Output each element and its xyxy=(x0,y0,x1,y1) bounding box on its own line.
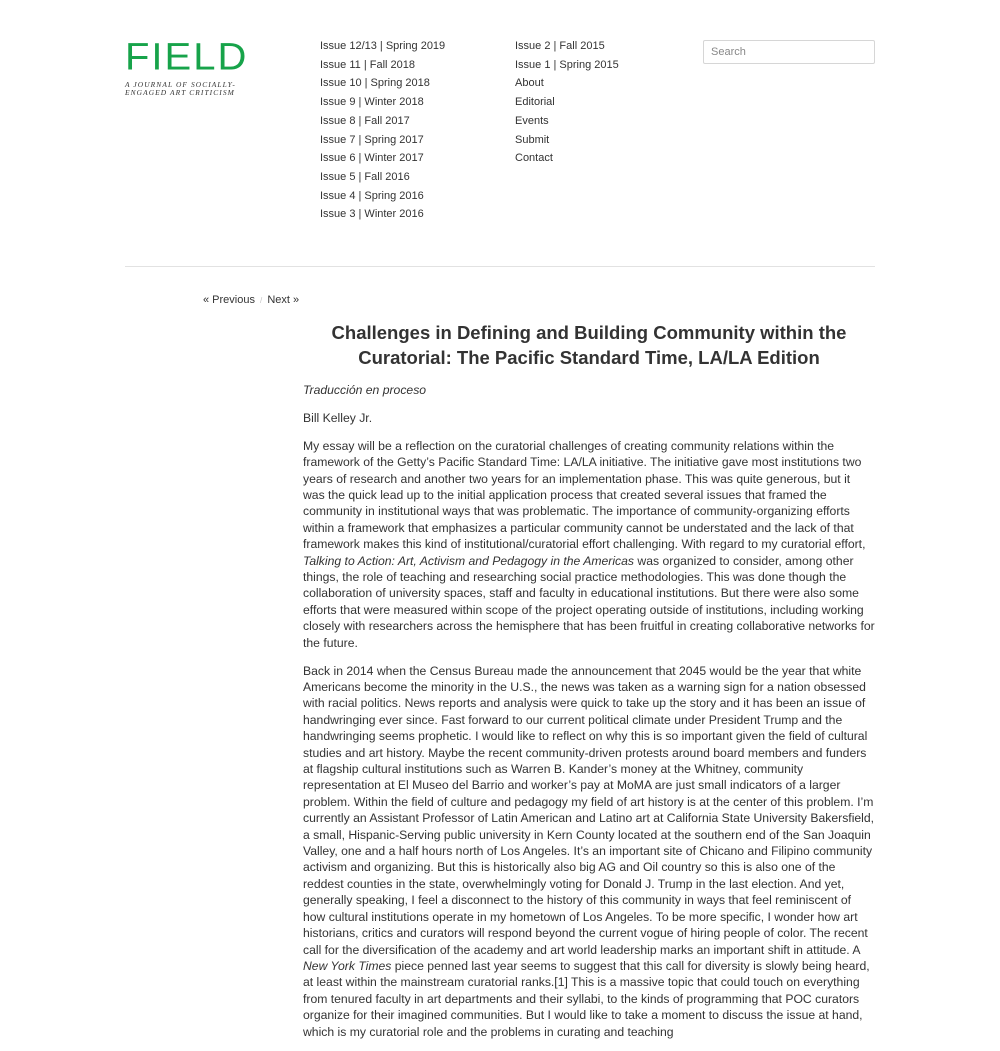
article-title: Challenges in Defining and Building Community within the Curatorial: The Pacific Standard Time, LA/LA Edition xyxy=(331,322,847,368)
nav-item-issue-12-13[interactable]: Issue 12/13 | Spring 2019 xyxy=(320,40,446,52)
post-nav-separator: / xyxy=(260,296,263,305)
translation-note: Traducción en proceso xyxy=(303,383,427,397)
logo-wordmark: FIELD xyxy=(125,36,249,78)
nav-item-issue-5[interactable]: Issue 5 | Fall 2016 xyxy=(320,170,410,183)
site-logo[interactable] xyxy=(125,38,260,97)
search-input[interactable] xyxy=(703,40,875,64)
article xyxy=(303,320,875,1051)
nav-item-issue-4[interactable]: Issue 4 | Spring 2016 xyxy=(320,189,424,202)
nav-item-events[interactable]: Events xyxy=(515,114,549,127)
logo-tagline-line2: ENGAGED ART CRITICISM xyxy=(125,88,235,97)
nav-item-issue-1[interactable]: Issue 1 | Spring 2015 xyxy=(515,58,619,71)
nav-menu-issues xyxy=(320,37,445,224)
publication-name: New York Times xyxy=(303,958,392,973)
paragraph-2-text-a: Back in 2014 when the Census Bureau made the announcement that 2045 would be the year that white Americans become the minority in the U.S., the news was taken as a warning sign for a nation obsessed with racial politics. News reports and analysis were quick to take up the story and it has been an issue of handwringing ever since. Fast forward to our current political climate under President Trump and the handwringing seems prophetic. I would like to reflect on why this is so important given the field of cultural studies and art history. Maybe the recent community-driven protests around board members and funders at flagship cultural institutions such as Warren B. Kander’s money at the Whitney, community representation at El Museo del Barrio and worker’s pay at MoMA are just small indicators of a larger problem. Within the field of culture and pedagogy my field of art history is at the center of this problem. I’m currently an Assistant Professor of Latin American and Latino art at California State University Bakersfield, a small, Hispanic-Serving public university in Kern County located at the southern end of the San Joaquin Valley, one and a half hours north of Los Angeles. It’s an important site of Chicano and Filipino community activism and organizing. But this is historically also big AG and Oil country so this is also one of the reddest counties in the state, overwhelmingly voting for Donald J. Trump in the last election. And yet, generally speaking, I feel a disconnect to the history of this community in ways that feel reminiscent of how cultural institutions operate in my hometown of Los Angeles. To be more specific, I wonder how art historians, critics and curators will respond beyond the current vogue of hiring people of color. The recent call for the diversification of the academy and art world leadership marks an important shift in attitude. A xyxy=(303,663,875,957)
nav-item-about[interactable]: About xyxy=(515,77,544,90)
nav-item-issue-3[interactable]: Issue 3 | Winter 2016 xyxy=(320,208,424,221)
logo-tagline-line1: A JOURNAL OF SOCIALLY- xyxy=(125,80,236,89)
next-post-link[interactable]: Next » xyxy=(267,294,300,306)
article-paragraph-1 xyxy=(303,438,875,651)
nav-item-editorial[interactable]: Editorial xyxy=(515,96,555,109)
article-paragraph-2 xyxy=(303,663,875,1040)
exhibition-title: Talking to Action: Art, Activism and Pedagogy in the Americas xyxy=(303,553,635,568)
paragraph-2-text-b: piece penned last year seems to suggest that this call for diversity is slowly being heard, at least within the mainstream curatorial ranks.[1] This is a massive topic that could touch on everything from tenured faculty in art departments and their syllabi, to the kinds of programming that POC curators organize for their imagined communities. But I would like to take a moment to discuss the issue at hand, which is my curatorial role and the problems in curating and teaching xyxy=(303,958,870,1039)
nav-item-submit[interactable]: Submit xyxy=(515,133,550,146)
nav-menu-site xyxy=(515,37,619,168)
logo-tagline xyxy=(125,81,260,97)
nav-item-issue-7[interactable]: Issue 7 | Spring 2017 xyxy=(320,133,424,146)
nav-item-issue-10[interactable]: Issue 10 | Spring 2018 xyxy=(320,77,430,90)
nav-item-issue-11[interactable]: Issue 11 | Fall 2018 xyxy=(320,58,415,71)
nav-item-issue-2[interactable]: Issue 2 | Fall 2015 xyxy=(515,40,605,52)
post-navigation xyxy=(203,294,299,306)
nav-item-issue-6[interactable]: Issue 6 | Winter 2017 xyxy=(320,152,424,165)
nav-item-contact[interactable]: Contact xyxy=(515,152,553,165)
nav-item-issue-8[interactable]: Issue 8 | Fall 2017 xyxy=(320,114,410,127)
article-author: Bill Kelley Jr. xyxy=(303,410,373,425)
paragraph-1-text-a: My essay will be a reflection on the curatorial challenges of creating community relations within the framework of the Getty’s Pacific Standard Time: LA/LA initiative. The initiative gave most institutions two years of research and another two years for an implementation phase. This was quite generous, but it was the quick lead up to the initial application process that created several issues that framed the community in institutional ways that was problematic. The importance of community-organizing efforts within a framework that emphasizes a particular community cannot be understated and the lack of that framework makes this kind of institutional/curatorial effort challenging. With regard to my curatorial effort, xyxy=(303,438,866,552)
header-divider xyxy=(125,266,875,267)
nav-item-issue-9[interactable]: Issue 9 | Winter 2018 xyxy=(320,96,424,109)
previous-post-link[interactable]: « Previous xyxy=(203,294,255,306)
paragraph-1-text-b: was organized to consider, among other things, the role of teaching and researching social practice methodologies. This was done though the collaboration of university spaces, staff and faculty in educational institutions. But there were also some efforts that were measured within scope of the project operating outside of institutions, including working closely with researchers across the hemisphere that has been fruitful in creating collaborative networks for the future. xyxy=(303,553,875,650)
